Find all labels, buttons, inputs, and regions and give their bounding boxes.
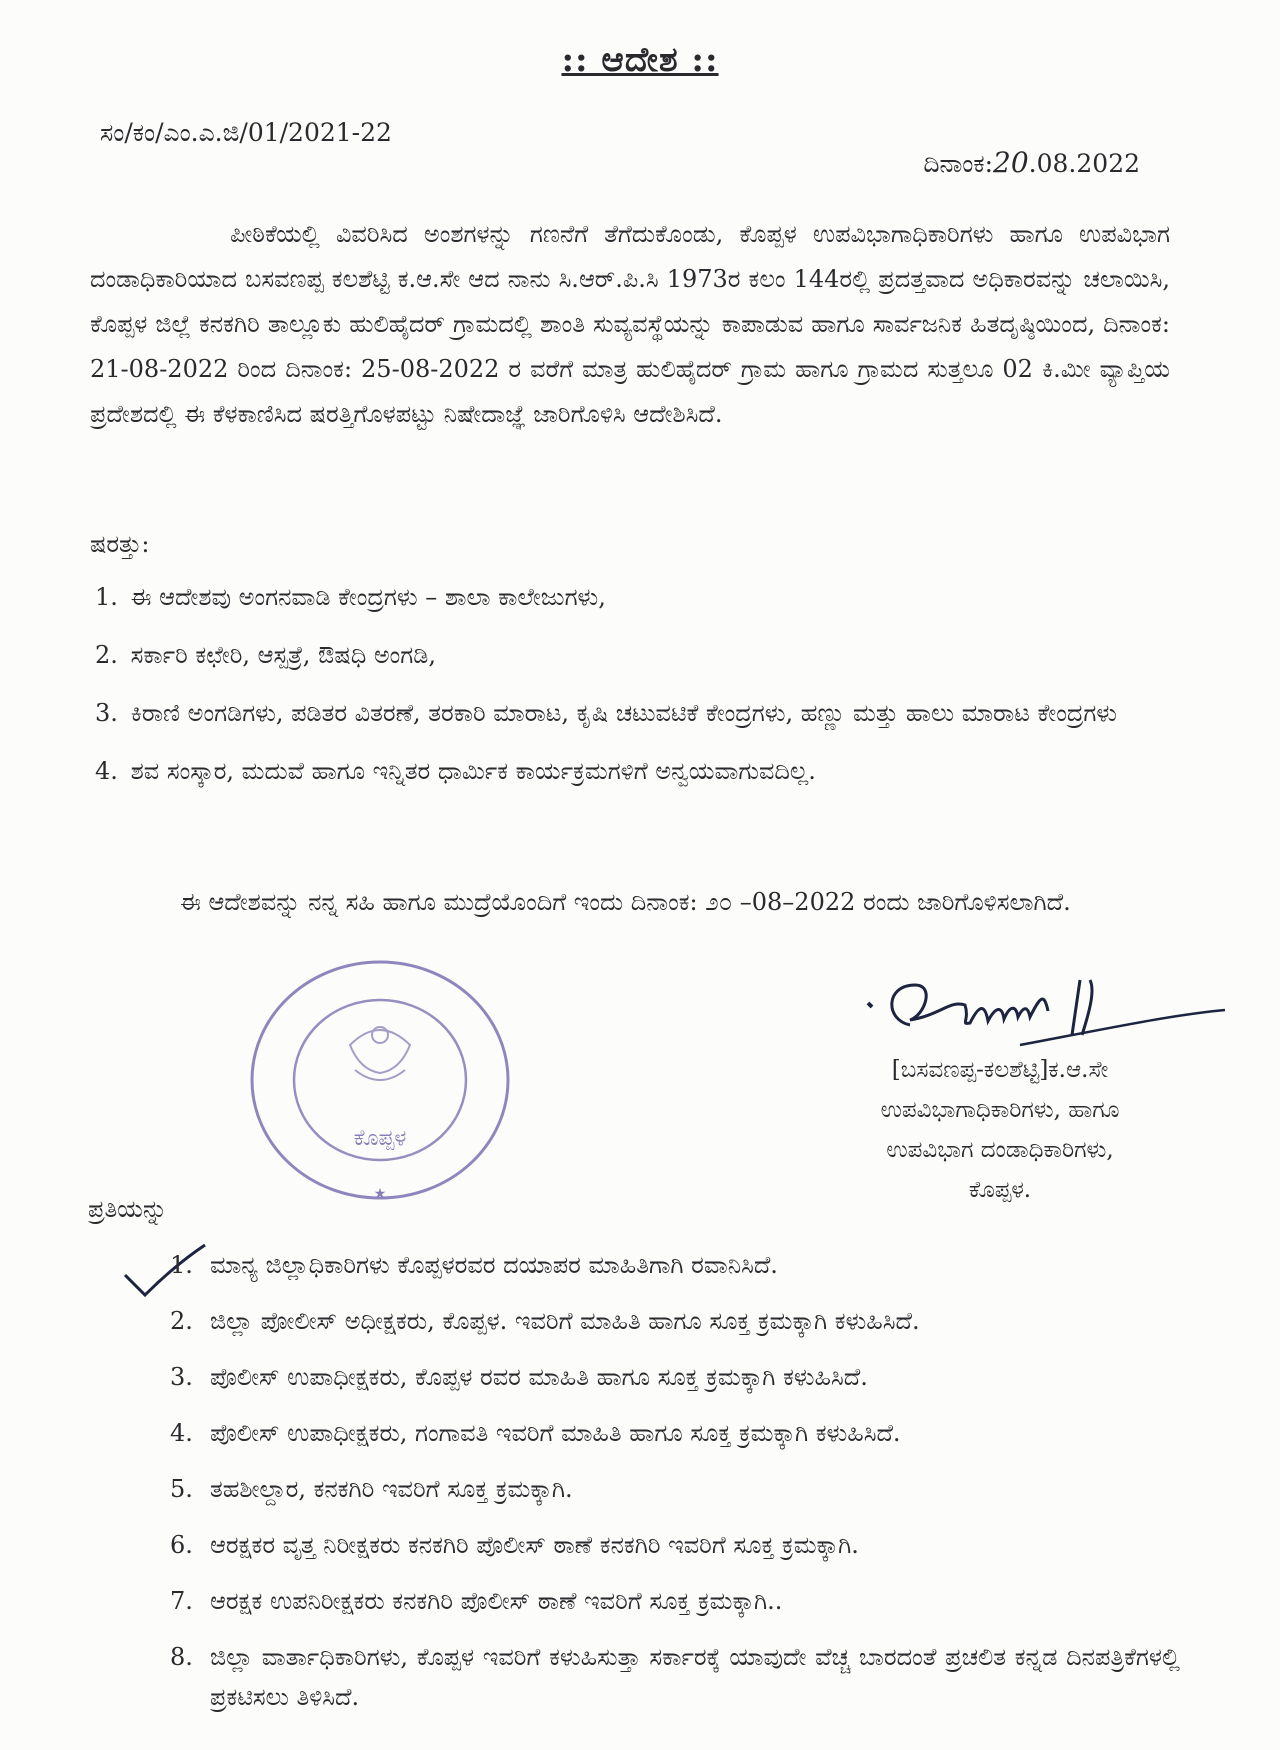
condition-item: 2. ಸರ್ಕಾರಿ ಕಛೇರಿ, ಆಸ್ಪತ್ರೆ, ಔಷಧಿ ಅಂಗಡಿ, [95, 641, 437, 669]
handwritten-signature [850, 975, 1230, 1055]
condition-item: 4. ಶವ ಸಂಸ್ಕಾರ, ಮದುವೆ ಹಾಗೂ ಇನ್ನಿತರ ಧಾರ್ಮಿಕ ಕಾರ್ಯಕ್ರಮಗಳಿಗೆ ಅನ್ವಯವಾಗುವದಿಲ್ಲ. [95, 757, 816, 785]
signature-block [820, 1050, 1180, 1210]
copy-item: 7. ಆರಕ್ಷಕ ಉಪನಿರೀಕ್ಷಕರು ಕನಕಗಿರಿ ಪೊಲೀಸ್ ಠಾಣೆ ಇವರಿಗೆ ಸೂಕ್ತ ಕ್ರಮಕ್ಕಾಗಿ.. [170, 1587, 783, 1615]
seal-text: ಕೊಪ್ಪಳ [353, 1126, 407, 1151]
order-body-paragraph: ಪೀಠಿಕೆಯಲ್ಲಿ ವಿವರಿಸಿದ ಅಂಶಗಳನ್ನು ಗಣನೆಗೆ ತೆಗೆದುಕೊಂಡು, ಕೊಪ್ಪಳ ಉಪವಿಭಾಗಾಧಿಕಾರಿಗಳು ಹಾಗೂ ಉಪವಿಭಾಗ ದಂಡಾಧಿಕಾರಿಯಾದ ಬಸವಣಪ್ಪ ಕಲಶೆಟ್ಟಿ ಕ.ಆ.ಸೇ ಆದ ನಾನು ಸಿ.ಆರ್.ಪಿ.ಸಿ 1973ರ ಕಲಂ 144ರಲ್ಲಿ ಪ್ರದತ್ತವಾದ ಅಧಿಕಾರವನ್ನು ಚಲಾಯಿಸಿ, ಕೊಪ್ಪಳ ಜಿಲ್ಲೆ ಕನಕಗಿರಿ ತಾಲ್ಲೂಕು ಹುಲಿಹೈದರ್ ಗ್ರಾಮದಲ್ಲಿ ಶಾಂತಿ ಸುವ್ಯವಸ್ಥೆಯನ್ನು ಕಾಪಾಡುವ ಹಾಗೂ ಸಾರ್ವಜನಿಕ ಹಿತದೃಷ್ಠಿಯಿಂದ, ದಿನಾಂಕ: 21-08-2022 ರಿಂದ ದಿನಾಂಕ: 25-08-2022 ರ ವರೆಗೆ ಮಾತ್ರ ಹುಲಿಹೈದರ್ ಗ್ರಾಮ ಹಾಗೂ ಗ್ರಾಮದ ಸುತ್ತಲೂ 02 ಕಿ.ಮೀ ವ್ಯಾಪ್ತಿಯ ಪ್ರದೇಶದಲ್ಲಿ ಈ ಕೆಳಕಾಣಿಸಿದ ಷರತ್ತಿಗೊಳಪಟ್ಟು ನಿಷೇದಾಜ್ಞೆ ಜಾರಿಗೊಳಿಸಿ ಆದೇಶಿಸಿದೆ. [90, 220, 1170, 428]
copy-item: 5. ತಹಶೀಲ್ದಾರ, ಕನಕಗಿರಿ ಇವರಿಗೆ ಸೂಕ್ತ ಕ್ರಮಕ್ಕಾಗಿ. [170, 1475, 573, 1503]
copy-item: 4. ಪೊಲೀಸ್ ಉಪಾಧೀಕ್ಷಕರು, ಗಂಗಾವತಿ ಇವರಿಗೆ ಮಾಹಿತಿ ಹಾಗೂ ಸೂಕ್ತ ಕ್ರಮಕ್ಕಾಗಿ ಕಳುಹಿಸಿದೆ. [170, 1419, 901, 1447]
signatory-name: [ಬಸವಣಪ್ಪ-ಕಲಶೆಟ್ಟಿ]ಕ.ಆ.ಸೇ [891, 1057, 1109, 1083]
conditions-list [95, 578, 1175, 810]
condition-item: 3. ಕಿರಾಣಿ ಅಂಗಡಿಗಳು, ಪಡಿತರ ವಿತರಣೆ, ತರಕಾರಿ ಮಾರಾಟ, ಕೃಷಿ ಚಟುವಟಿಕೆ ಕೇಂದ್ರಗಳು, ಹಣ್ಣು ಮತ್ತು ಹಾಲು ಮಾರಾಟ ಕೇಂದ್ರಗಳು [95, 699, 1118, 727]
svg-text:★: ★ [373, 1186, 387, 1202]
official-seal [240, 950, 520, 1210]
date-rest: .08.2022 [1028, 149, 1140, 178]
condition-item: 1. ಈ ಆದೇಶವು ಅಂಗನವಾಡಿ ಕೇಂದ್ರಗಳು – ಶಾಲಾ ಕಾಲೇಜುಗಳು, [95, 583, 606, 611]
copy-item: 8. ಜಿಲ್ಲಾ ವಾರ್ತಾಧಿಕಾರಿಗಳು, ಕೊಪ್ಪಳ ಇವರಿಗೆ ಕಳುಹಿಸುತ್ತಾ ಸರ್ಕಾರಕ್ಕೆ ಯಾವುದೇ ವೆಚ್ಚ ಬಾರದಂತೆ ಪ್ರಚಲಿತ ಕನ್ನಡ ದಿನಪತ್ರಿಕೆಗಳಲ್ಲಿ ಪ್ರಕಟಿಸಲು ತಿಳಿಸಿದೆ. [170, 1643, 1180, 1711]
date-day: 20 [993, 146, 1029, 179]
signatory-place: ಕೊಪ್ಪಳ. [968, 1177, 1032, 1203]
closing-paragraph: ಈ ಆದೇಶವನ್ನು ನನ್ನ ಸಹಿ ಹಾಗೂ ಮುದ್ರೆಯೊಂದಿಗೆ ಇಂದು ದಿನಾಂಕ: ೨೦ –08–2022 ರಂದು ಜಾರಿಗೊಳಿಸಲಾಗಿದೆ. [180, 888, 1071, 916]
copy-item: 6. ಆರಕ್ಷಕರ ವೃತ್ತ ನಿರೀಕ್ಷಕರು ಕನಕಗಿರಿ ಪೊಲೀಸ್ ಠಾಣೆ ಕನಕಗಿರಿ ಇವರಿಗೆ ಸೂಕ್ತ ಕ್ರಮಕ್ಕಾಗಿ. [170, 1531, 859, 1559]
order-date [923, 146, 1140, 179]
copy-item: 2. ಜಿಲ್ಲಾ ಪೋಲೀಸ್ ಅಧೀಕ್ಷಕರು, ಕೊಪ್ಪಳ. ಇವರಿಗೆ ಮಾಹಿತಿ ಹಾಗೂ ಸೂಕ್ತ ಕ್ರಮಕ್ಕಾಗಿ ಕಳುಹಿಸಿದೆ. [170, 1307, 920, 1335]
copy-to-label: ಪ್ರತಿಯನ್ನು [88, 1195, 168, 1223]
copy-recipients-list [170, 1245, 1180, 1733]
copy-item: 1. ಮಾನ್ಯ ಜಿಲ್ಲಾಧಿಕಾರಿಗಳು ಕೊಪ್ಪಳರವರ ದಯಾಪರ ಮಾಹಿತಿಗಾಗಿ ರವಾನಿಸಿದೆ. [170, 1251, 778, 1279]
reference-number: ಸಂ/ಕಂ/ಎಂ.ಎ.ಜಿ/01/2021-22 [100, 118, 392, 147]
signatory-designation-1: ಉಪವಿಭಾಗಾಧಿಕಾರಿಗಳು, ಹಾಗೂ [880, 1097, 1120, 1123]
copy-item: 3. ಪೊಲೀಸ್ ಉಪಾಧೀಕ್ಷಕರು, ಕೊಪ್ಪಳ ರವರ ಮಾಹಿತಿ ಹಾಗೂ ಸೂಕ್ತ ಕ್ರಮಕ್ಕಾಗಿ ಕಳುಹಿಸಿದೆ. [170, 1363, 868, 1391]
signatory-designation-2: ಉಪವಿಭಾಗ ದಂಡಾಧಿಕಾರಿಗಳು, [886, 1137, 1114, 1163]
order-title: :: ಆದೇಶ :: [561, 40, 719, 80]
date-label: ದಿನಾಂಕ: [923, 149, 994, 178]
conditions-label: ಷರತ್ತು: [90, 530, 150, 558]
